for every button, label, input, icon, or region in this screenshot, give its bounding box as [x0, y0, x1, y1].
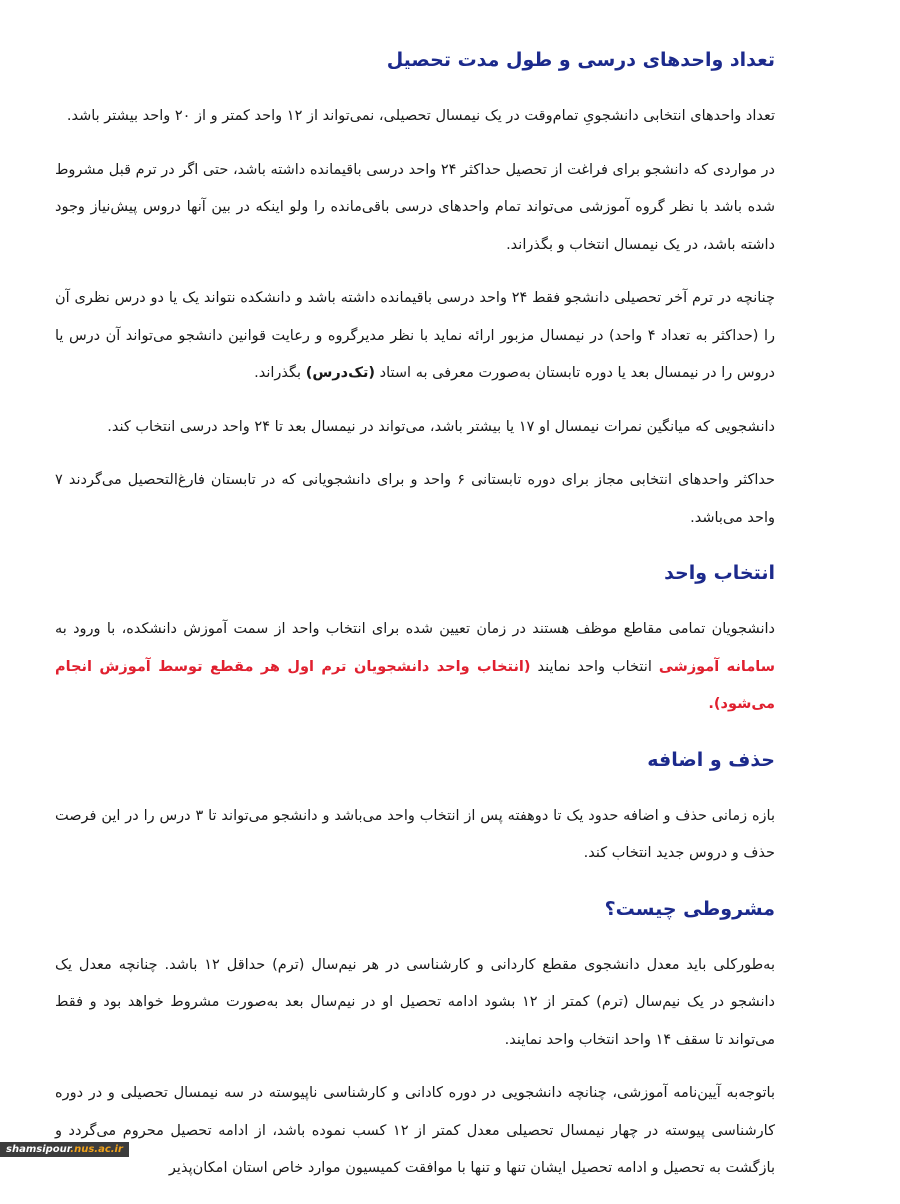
section-title-course-selection: انتخاب واحد: [664, 562, 775, 584]
paragraph-text: دانشجویان تمامی مقاطع موظف هستند در زمان تعیین شده برای انتخاب واحد از سمت آموزش دانشکده، با ورود به: [55, 621, 775, 637]
paragraph-summer-limit: حداکثر واحدهای انتخابی مجاز برای دوره تابستانی ۶ واحد و برای دانشجویانی که در تابستان فارغ‌التحصیل می‌گردند ۷ واحد می‌باشد.: [55, 472, 775, 526]
paragraph-high-average: دانشجویی که میانگین نمرات نیمسال او ۱۷ یا بیشتر باشد، می‌تواند در نیمسال بعد تا ۲۴ واحد درسی انتخاب کند.: [107, 418, 775, 435]
paragraph-credit-limits: تعداد واحدهای انتخابی دانشجویِ تمام‌وقت در یک نیمسال تحصیلی، نمی‌تواند از ۱۲ واحد کمتر و از ۲۰ واحد بیشتر باشد.: [66, 108, 775, 124]
paragraph-expulsion: باتوجه‌به آیین‌نامه آموزشی، چنانچه دانشجویی در دوره کادانی و کارشناسی ناپیوسته در سه نیمسال تحصیلی و در دوره کارشناسی پیوسته در چهار نیمسال تحصیلی معدل کمتر از ۱۲ کسب نموده باشد، از ادامه تحصیل محروم می‌گردد و بازگشت به تحصیل و ادامه تحصیل ایشان تنها و تنها با موافقت کمیسیون موارد خاص استان امکان‌پذیر: [55, 1085, 775, 1176]
section-title-credits: تعداد واحدهای درسی و طول مدت تحصیل: [386, 49, 775, 71]
paragraph-text: انتخاب واحد نمایند: [537, 658, 652, 675]
paragraph-text: بگذراند.: [254, 365, 302, 381]
document-page: [55, 40, 775, 1204]
site-name: shamsipour: [6, 1144, 71, 1155]
paragraph-course-selection: [55, 611, 775, 724]
section-title-add-drop: حذف و اضافه: [647, 748, 775, 771]
paragraph-single-course: [55, 280, 775, 393]
paragraph-text: چنانچه در ترم آخر تحصیلی دانشجو فقط ۲۴ واحد درسی باقیمانده داشته باشد و دانشکده نتواند یک یا دو درس نظری آن را (حداکثر به تعداد ۴ واحد) در نیمسال مزبور ارائه نماید با نظر مدیرگروه و رعایت قوانین دانشجو می‌تواند آن درس یا دروس را در نیمسال بعد یا دوره تابستان به‌صورت معرفی به استاد: [55, 290, 775, 381]
site-domain: .nus.ac.ir: [70, 1144, 123, 1155]
site-watermark: [0, 1142, 129, 1157]
paragraph-final-semester: در مواردی که دانشجو برای فراغت از تحصیل حداکثر ۲۴ واحد درسی باقیمانده داشته باشد، حتی اگر در ترم قبل مشروط شده باشد با نظر گروه آموزشی می‌تواند تمام واحدهای درسی باقی‌مانده را ولو اینکه در بین آنها دروس پیش‌نیاز وجود داشته باشد، در یک نیمسال انتخاب و بگذراند.: [55, 161, 775, 253]
paragraph-probation: به‌طورکلی باید معدل دانشجوی مقطع کاردانی و کارشناسی در هر نیم‌سال (ترم) حداقل ۱۲ باشد. چنانچه معدل یک دانشجو در یک نیم‌سال (ترم) کمتر از ۱۲ بشود ادامه تحصیل او در نیم‌سال بعد به‌صورت مشروط خواهد بود و فقط می‌تواند تا سقف ۱۴ واحد انتخاب واحد نمایند.: [55, 956, 775, 1048]
section-title-probation: مشروطی چیست؟: [604, 897, 775, 920]
first-term-note: (انتخاب واحد دانشجویان ترم اول هر مقطع توسط آموزش انجام می‌شود).: [55, 658, 775, 712]
paragraph-add-drop: بازه زمانی حذف و اضافه حدود یک تا دوهفته پس از انتخاب واحد می‌باشد و دانشجو می‌تواند تا ۳ درس را در این فرصت حذف و دروس جدید انتخاب کند.: [55, 807, 775, 861]
single-course-term: (تک‌درس): [305, 365, 376, 381]
education-system-link[interactable]: سامانه آموزشی: [658, 658, 776, 675]
